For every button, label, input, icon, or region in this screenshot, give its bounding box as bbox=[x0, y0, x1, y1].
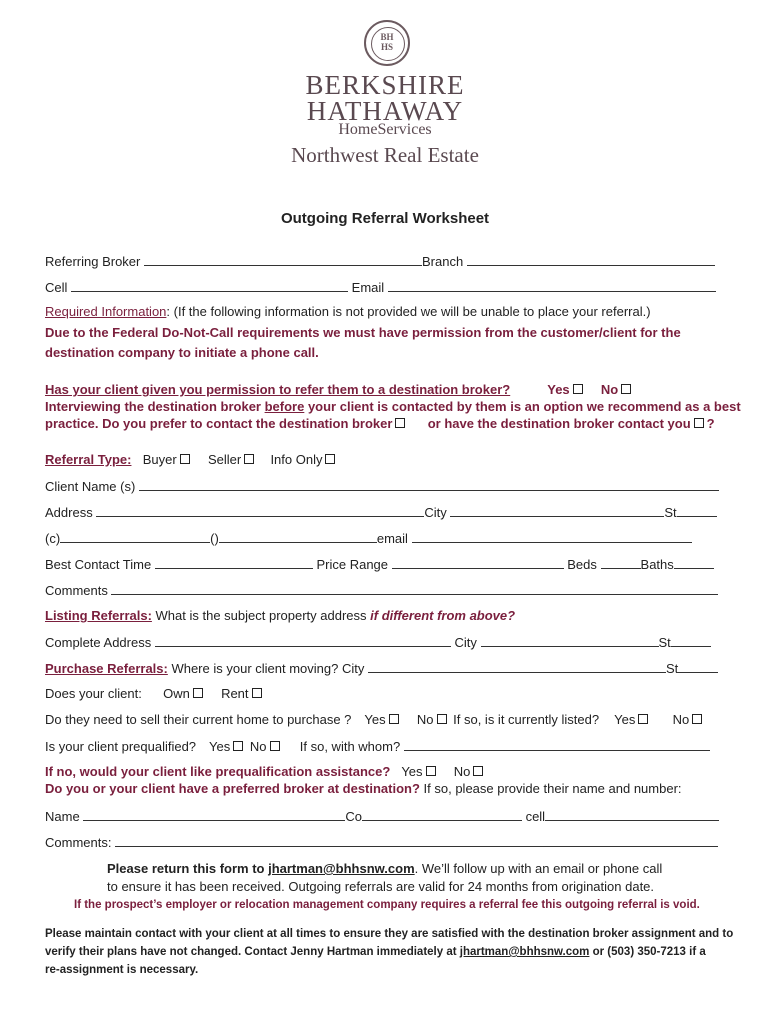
referral-type-label: Referral Type: bbox=[45, 452, 132, 467]
prequal-no-checkbox[interactable] bbox=[270, 741, 280, 751]
required-info-text: : (If the following information is not provided we will be unable to place your referral.) bbox=[166, 304, 651, 319]
pref-co-field[interactable] bbox=[362, 808, 522, 821]
rent-label: Rent bbox=[221, 686, 249, 701]
referring-broker-field[interactable] bbox=[144, 253, 422, 266]
purchase-question: Where is your client moving? City bbox=[167, 661, 365, 676]
required-info-label: Required Information bbox=[45, 304, 167, 319]
maintain-line-2: verify their plans have not changed. Contact Jenny Hartman immediately at bbox=[45, 946, 460, 958]
sell-no-checkbox[interactable] bbox=[437, 714, 447, 724]
address-label: Address bbox=[45, 505, 93, 520]
other-phone-field[interactable] bbox=[219, 530, 377, 543]
cell-phone-label: (c) bbox=[45, 531, 61, 546]
listing-st-field[interactable] bbox=[671, 634, 711, 647]
pref-co-label: Co bbox=[345, 809, 362, 824]
assist-yes-checkbox[interactable] bbox=[426, 766, 436, 776]
listed-yes-checkbox[interactable] bbox=[638, 714, 648, 724]
sell-no-label: No bbox=[416, 712, 434, 727]
sell-yes-checkbox[interactable] bbox=[389, 714, 399, 724]
interview-text-2: your client is contacted by them is an option we recommend as a best bbox=[304, 399, 741, 414]
logo-mono-top: BH bbox=[380, 32, 394, 42]
client-email-field[interactable] bbox=[412, 530, 692, 543]
interview-text-1: Interviewing the destination broker bbox=[45, 399, 265, 414]
brand-homeservices: HomeServices bbox=[338, 121, 432, 138]
assist-no-checkbox[interactable] bbox=[473, 766, 483, 776]
listed-yes-label: Yes bbox=[614, 712, 636, 727]
bhhs-seal-logo bbox=[364, 20, 410, 66]
own-label: Own bbox=[163, 686, 190, 701]
does-client-label: Does your client: bbox=[45, 686, 142, 701]
st-label: St bbox=[664, 505, 677, 520]
with-whom-label: If so, with whom? bbox=[299, 739, 401, 754]
comments2-field[interactable] bbox=[115, 834, 718, 847]
pref-cell-label: cell bbox=[525, 809, 546, 824]
branch-field[interactable] bbox=[467, 253, 715, 266]
st-field[interactable] bbox=[677, 504, 717, 517]
listing-city-label: City bbox=[454, 635, 477, 650]
comments-label: Comments bbox=[45, 583, 108, 598]
purchase-city-field[interactable] bbox=[368, 660, 666, 673]
cell-label: Cell bbox=[45, 280, 68, 295]
prequalified-question: Is your client prequalified? bbox=[45, 739, 197, 754]
preferred-broker-instruction: If so, please provide their name and number: bbox=[419, 781, 682, 796]
assist-yes-label: Yes bbox=[401, 764, 423, 779]
preferred-broker-question: Do you or your client have a preferred broker at destination? bbox=[45, 781, 420, 796]
complete-address-label: Complete Address bbox=[45, 635, 152, 650]
pref-name-label: Name bbox=[45, 809, 80, 824]
permission-question: Has your client given you permission to refer them to a destination broker? bbox=[45, 382, 511, 397]
beds-label: Beds bbox=[567, 557, 597, 572]
own-checkbox[interactable] bbox=[193, 688, 203, 698]
info-only-checkbox[interactable] bbox=[325, 454, 335, 464]
brand-hathaway: HATHAWAY bbox=[306, 96, 464, 126]
contact-dest-checkbox[interactable] bbox=[694, 418, 704, 428]
other-phone-label: () bbox=[210, 531, 219, 546]
best-contact-field[interactable] bbox=[155, 556, 313, 569]
prequal-yes-label: Yes bbox=[209, 739, 231, 754]
pref-cell-field[interactable] bbox=[545, 808, 719, 821]
buyer-checkbox[interactable] bbox=[180, 454, 190, 464]
permission-no-label: No bbox=[600, 382, 619, 397]
purchase-referrals-label: Purchase Referrals: bbox=[45, 661, 168, 676]
dnc-line-1: Due to the Federal Do-Not-Call requirements we must have permission from the customer/client for the bbox=[45, 325, 681, 340]
baths-label: Baths bbox=[640, 557, 674, 572]
listing-city-field[interactable] bbox=[481, 634, 659, 647]
beds-field[interactable] bbox=[601, 556, 641, 569]
address-field[interactable] bbox=[96, 504, 424, 517]
cell-field[interactable] bbox=[71, 279, 348, 292]
email-field[interactable] bbox=[388, 279, 716, 292]
rent-checkbox[interactable] bbox=[252, 688, 262, 698]
maintain-email-link[interactable]: jhartman@bhhsnw.com bbox=[459, 946, 590, 958]
listing-st-label: St bbox=[658, 635, 671, 650]
permission-yes-label: Yes bbox=[547, 382, 570, 397]
brand-northwest: Northwest Real Estate bbox=[291, 143, 479, 167]
form-title: Outgoing Referral Worksheet bbox=[280, 210, 490, 227]
contact-qmark: ? bbox=[706, 416, 715, 431]
city-field[interactable] bbox=[450, 504, 664, 517]
client-name-label: Client Name (s) bbox=[45, 479, 136, 494]
purchase-st-label: St bbox=[665, 661, 679, 676]
purchase-st-field[interactable] bbox=[678, 660, 718, 673]
email-label: Email bbox=[351, 280, 385, 295]
info-only-label: Info Only bbox=[270, 452, 323, 467]
prequal-no-label: No bbox=[249, 739, 267, 754]
seller-label: Seller bbox=[207, 452, 242, 467]
listing-question: What is the subject property address bbox=[151, 608, 371, 623]
buyer-label: Buyer bbox=[142, 452, 177, 467]
sell-question: Do they need to sell their current home to purchase ? bbox=[45, 712, 352, 727]
assist-no-label: No bbox=[453, 764, 471, 779]
listing-referrals-label: Listing Referrals: bbox=[45, 608, 152, 623]
cell-phone-field[interactable] bbox=[60, 530, 210, 543]
with-whom-field[interactable] bbox=[404, 738, 710, 751]
listing-question-emphasis: if different from above? bbox=[370, 608, 516, 623]
maintain-line-1: Please maintain contact with your client at all times to ensure they are satisfied with the destination broker assignment and to bbox=[45, 928, 734, 940]
return-email-link[interactable]: jhartman@bhhsnw.com bbox=[268, 861, 415, 876]
permission-no-checkbox[interactable] bbox=[621, 384, 631, 394]
contact-self-text: practice. Do you prefer to contact the destination broker bbox=[45, 416, 393, 431]
comments2-label: Comments: bbox=[45, 835, 112, 850]
listed-no-label: No bbox=[672, 712, 690, 727]
interview-before: before bbox=[264, 399, 305, 414]
city-label: City bbox=[424, 505, 447, 520]
price-range-field[interactable] bbox=[392, 556, 564, 569]
brand-berkshire: BERKSHIRE bbox=[305, 70, 465, 100]
permission-yes-checkbox[interactable] bbox=[573, 384, 583, 394]
comments-field[interactable] bbox=[111, 582, 718, 595]
pref-name-field[interactable] bbox=[83, 808, 345, 821]
prequal-yes-checkbox[interactable] bbox=[233, 741, 243, 751]
client-email-label: email bbox=[376, 531, 408, 546]
maintain-line-3: re-assignment is necessary. bbox=[45, 964, 199, 976]
listed-no-checkbox[interactable] bbox=[692, 714, 702, 724]
maintain-phone: or (503) 350-7213 if a bbox=[589, 946, 706, 958]
complete-address-field[interactable] bbox=[155, 634, 451, 647]
contact-self-checkbox[interactable] bbox=[395, 418, 405, 428]
client-name-field[interactable] bbox=[139, 478, 719, 491]
best-contact-label: Best Contact Time bbox=[45, 557, 152, 572]
referring-broker-label: Referring Broker bbox=[45, 254, 141, 269]
return-text-1: Please return this form to bbox=[107, 861, 269, 876]
seller-checkbox[interactable] bbox=[244, 454, 254, 464]
contact-dest-text: or have the destination broker contact you bbox=[427, 416, 691, 431]
return-validity-text: to ensure it has been received. Outgoing referrals are valid for 24 months from origination date. bbox=[107, 879, 655, 894]
price-range-label: Price Range bbox=[316, 557, 389, 572]
dnc-line-2: destination company to initiate a phone call. bbox=[45, 345, 319, 360]
sell-yes-label: Yes bbox=[364, 712, 386, 727]
void-note: If the prospect’s employer or relocation management company requires a referral fee this outgoing referral is void. bbox=[74, 899, 700, 911]
baths-field[interactable] bbox=[674, 556, 714, 569]
logo-mono-bottom: HS bbox=[380, 42, 393, 52]
listed-question: If so, is it currently listed? bbox=[453, 712, 600, 727]
return-text-2: . We’ll follow up with an email or phone call bbox=[414, 861, 663, 876]
prequal-assist-question: If no, would your client like prequalification assistance? bbox=[45, 764, 391, 779]
branch-label: Branch bbox=[422, 254, 464, 269]
